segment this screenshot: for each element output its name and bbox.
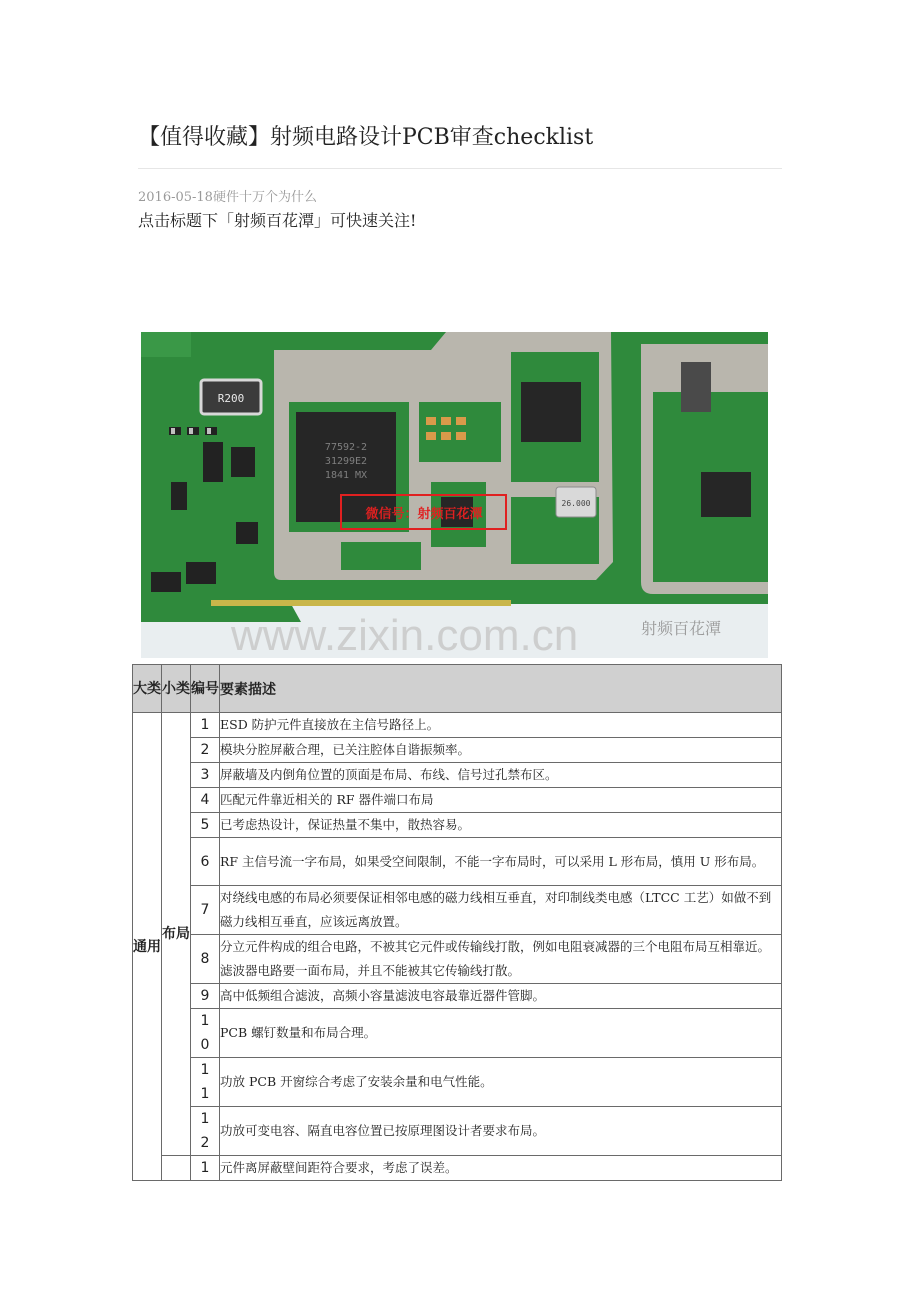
row-number: 8 [191,935,220,984]
header-minor: 小类 [162,665,191,713]
table-row [133,886,782,935]
table-row [133,984,782,1009]
row-text: RF 主信号流一字布局，如果受空间限制，不能一字布局时，可以采用 L 形布局，慎用 U 形布局。 [220,838,782,886]
follow-prompt: 点击标题下「射频百花潭」可快速关注! [138,211,417,230]
row-number: 6 [191,838,220,886]
article-author[interactable]: 硬件十万个为什么 [212,190,317,205]
row-number: 7 [191,886,220,935]
row-text: 分立元件构成的组合电路，不被其它元件或传输线打散，例如电阻衰减器的三个电阻布局互相靠近。滤波器电路要一面布局，并且不能被其它传输线打散。 [220,935,782,984]
watermark-brand: 射频百花潭 [641,619,722,638]
row-text: 匹配元件靠近相关的 RF 器件端口布局 [220,788,782,813]
row-number: 3 [191,763,220,788]
table-row [133,838,782,886]
row-text: 已考虑热设计，保证热量不集中，散热容易。 [220,813,782,838]
overlay-text: 微信号：射频百花潭 [365,507,483,522]
pcb-photo [141,332,768,658]
row-text: 模块分腔屏蔽合理，已关注腔体自谐振频率。 [220,738,782,763]
row-number: 5 [191,813,220,838]
row-number: 1 [191,1156,220,1181]
row-text: 功放可变电容、隔直电容位置已按原理图设计者要求布局。 [220,1107,782,1156]
row-text: 高中低频组合滤波，高频小容量滤波电容最靠近器件管脚。 [220,984,782,1009]
table-row [133,1156,782,1181]
article-meta [138,186,317,205]
row-number: 4 [191,788,220,813]
header-description: 要素描述 [220,665,782,713]
row-number: 10 [191,1009,220,1058]
table-row [133,1058,782,1107]
table-row [133,1009,782,1058]
row-number: 9 [191,984,220,1009]
row-number: 1 [191,713,220,738]
title-divider [138,168,782,169]
resistor-label: R200 [217,392,245,405]
row-number: 12 [191,1107,220,1156]
table-row [133,935,782,984]
article-date: 2016-05-18 [138,190,213,205]
row-text: ESD 防护元件直接放在主信号路径上。 [220,713,782,738]
chip-line-3: 1841 MX [324,470,368,481]
row-text: 对绕线电感的布局必须要保证相邻电感的磁力线相互垂直，对印制线类电感（LTCC 工艺）如做不到磁力线相互垂直，应该远离放置。 [220,886,782,935]
table-row [133,713,782,738]
table-row [133,763,782,788]
table-row [133,738,782,763]
row-text: 元件离屏蔽壁间距符合要求，考虑了误差。 [220,1156,782,1181]
row-number: 11 [191,1058,220,1107]
row-text: 功放 PCB 开窗综合考虑了安装余量和电气性能。 [220,1058,782,1107]
watermark-site: www.zixin.com.cn [231,611,579,658]
crystal-label: 26.000 [561,499,591,508]
table-header-row [133,665,782,713]
major-category: 通用 [133,713,162,1181]
row-text: 屏蔽墙及内倒角位置的顶面是布局、布线、信号过孔禁布区。 [220,763,782,788]
minor-category-continued [162,1156,191,1181]
header-number: 编号 [191,665,220,713]
row-text: PCB 螺钉数量和布局合理。 [220,1009,782,1058]
row-number: 2 [191,738,220,763]
pcb-illustration [141,332,768,658]
checklist-table [132,664,782,1181]
table-row [133,813,782,838]
table-row [133,788,782,813]
table-row [133,1107,782,1156]
article-title: 【值得收藏】射频电路设计PCB审查checklist [138,125,594,150]
header-major: 大类 [133,665,162,713]
chip-line-2: 31299E2 [324,456,368,467]
chip-line-1: 77592-2 [324,442,368,453]
minor-category: 布局 [162,713,191,1156]
